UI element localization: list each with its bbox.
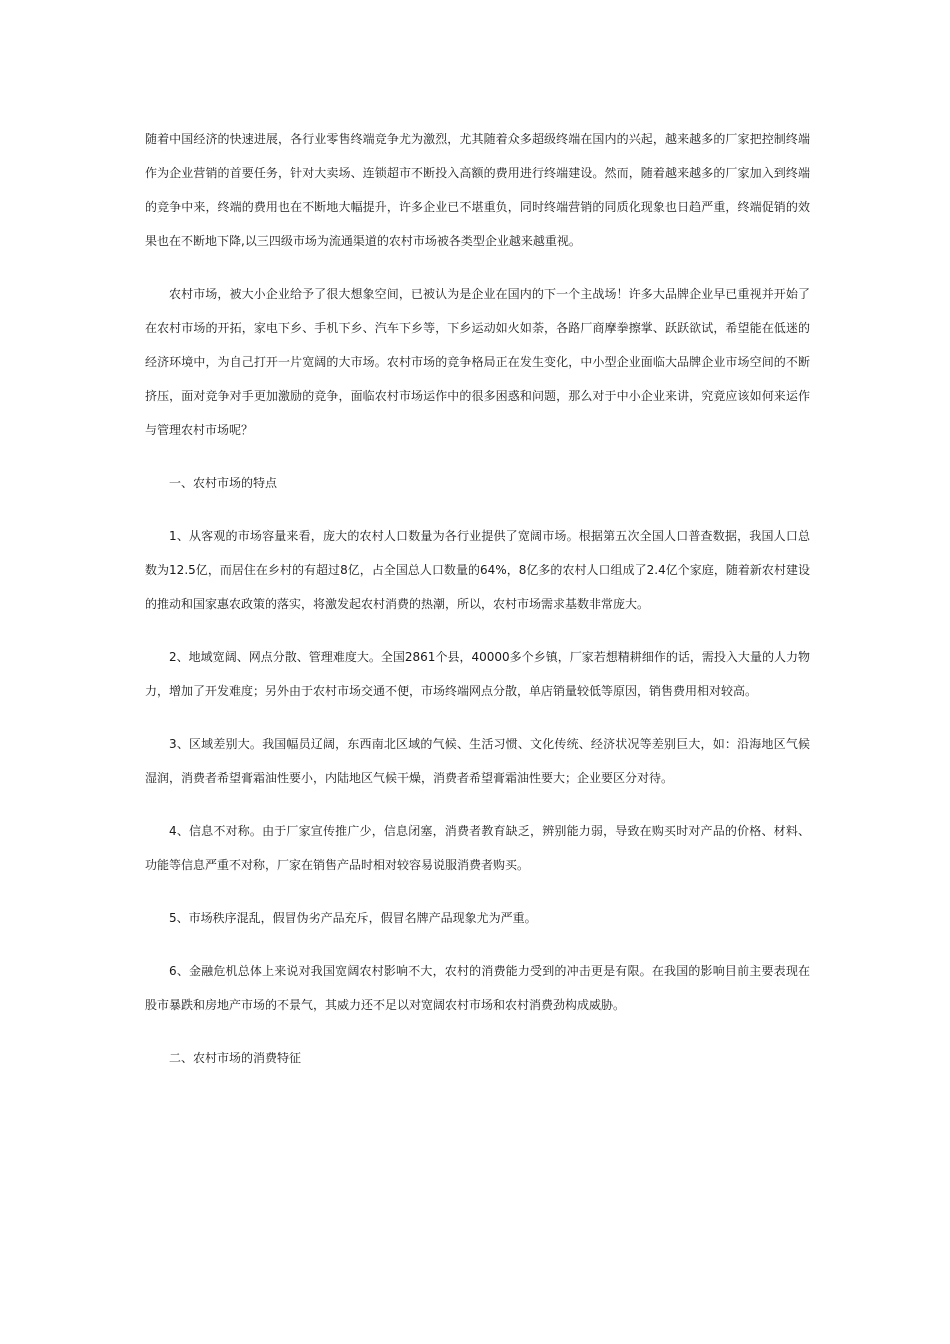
rural-market-paragraph: 农村市场，被大小企业给予了很大想象空间，已被认为是企业在国内的下一个主战场！许多大品牌企业早已重视并开始了在农村市场的开拓，家电下乡、手机下乡、汽车下乡等，下乡运动如火如荼，各路厂商摩拳擦掌、跃跃欲试，希望能在低迷的经济环境中，为自己打开一片宽阔的大市场。农村市场的竞争格局正在发生变化，中小型企业面临大品牌企业市场空间的不断挤压，面对竞争对手更加激励的竞争，面临农村市场运作中的很多困惑和问题，那么对于中小企业来讲，究竟应该如何来运作与管理农村市场呢？ (145, 287, 810, 437)
point-3-paragraph: 3、区域差别大。我国幅员辽阔，东西南北区域的气候、生活习惯、文化传统、经济状况等差别巨大，如：沿海地区气候湿润，消费者希望膏霜油性要小，内陆地区气候干燥，消费者希望膏霜油性要大；企业要区分对待。 (145, 737, 810, 785)
point-5-paragraph: 5、市场秩序混乱，假冒伪劣产品充斥，假冒名牌产品现象尤为严重。 (169, 911, 537, 925)
document-body (145, 122, 810, 1094)
section-heading-1: 一、农村市场的特点 (169, 476, 278, 490)
intro-paragraph: 随着中国经济的快速进展，各行业零售终端竞争尤为激烈，尤其随着众多超级终端在国内的兴起，越来越多的厂家把控制终端作为企业营销的首要任务，针对大卖场、连锁超市不断投入高额的费用进行终端建设。然而，随着越来越多的厂家加入到终端的竞争中来，终端的费用也在不断地大幅提升，许多企业已不堪重负，同时终端营销的同质化现象也日趋严重，终端促销的效果也在不断地下降,以三四级市场为流通渠道的农村市场被各类型企业越来越重视。 (145, 132, 810, 248)
point-4-paragraph: 4、信息不对称。由于厂家宣传推广少，信息闭塞，消费者教育缺乏，辨别能力弱，导致在购买时对产品的价格、材料、功能等信息严重不对称，厂家在销售产品时相对较容易说服消费者购买。 (145, 824, 810, 872)
point-6-paragraph: 6、金融危机总体上来说对我国宽阔农村影响不大，农村的消费能力受到的冲击更是有限。在我国的影响目前主要表现在股市暴跌和房地产市场的不景气，其威力还不足以对宽阔农村市场和农村消费劲构成威胁。 (145, 964, 810, 1012)
section-heading-2: 二、农村市场的消费特征 (169, 1051, 302, 1065)
point-1-paragraph: 1、从客观的市场容量来看，庞大的农村人口数量为各行业提供了宽阔市场。根据第五次全国人口普查数据，我国人口总数为12.5亿，而居住在乡村的有超过8亿，占全国总人口数量的64%，8亿多的农村人口组成了2.4亿个家庭，随着新农村建设的推动和国家惠农政策的落实，将激发起农村消费的热潮，所以，农村市场需求基数非常庞大。 (145, 529, 810, 611)
point-2-paragraph: 2、地域宽阔、网点分散、管理难度大。全国2861个县，40000多个乡镇，厂家若想精耕细作的话，需投入大量的人力物力，增加了开发难度；另外由于农村市场交通不便，市场终端网点分散，单店销量较低等原因，销售费用相对较高。 (145, 650, 810, 698)
